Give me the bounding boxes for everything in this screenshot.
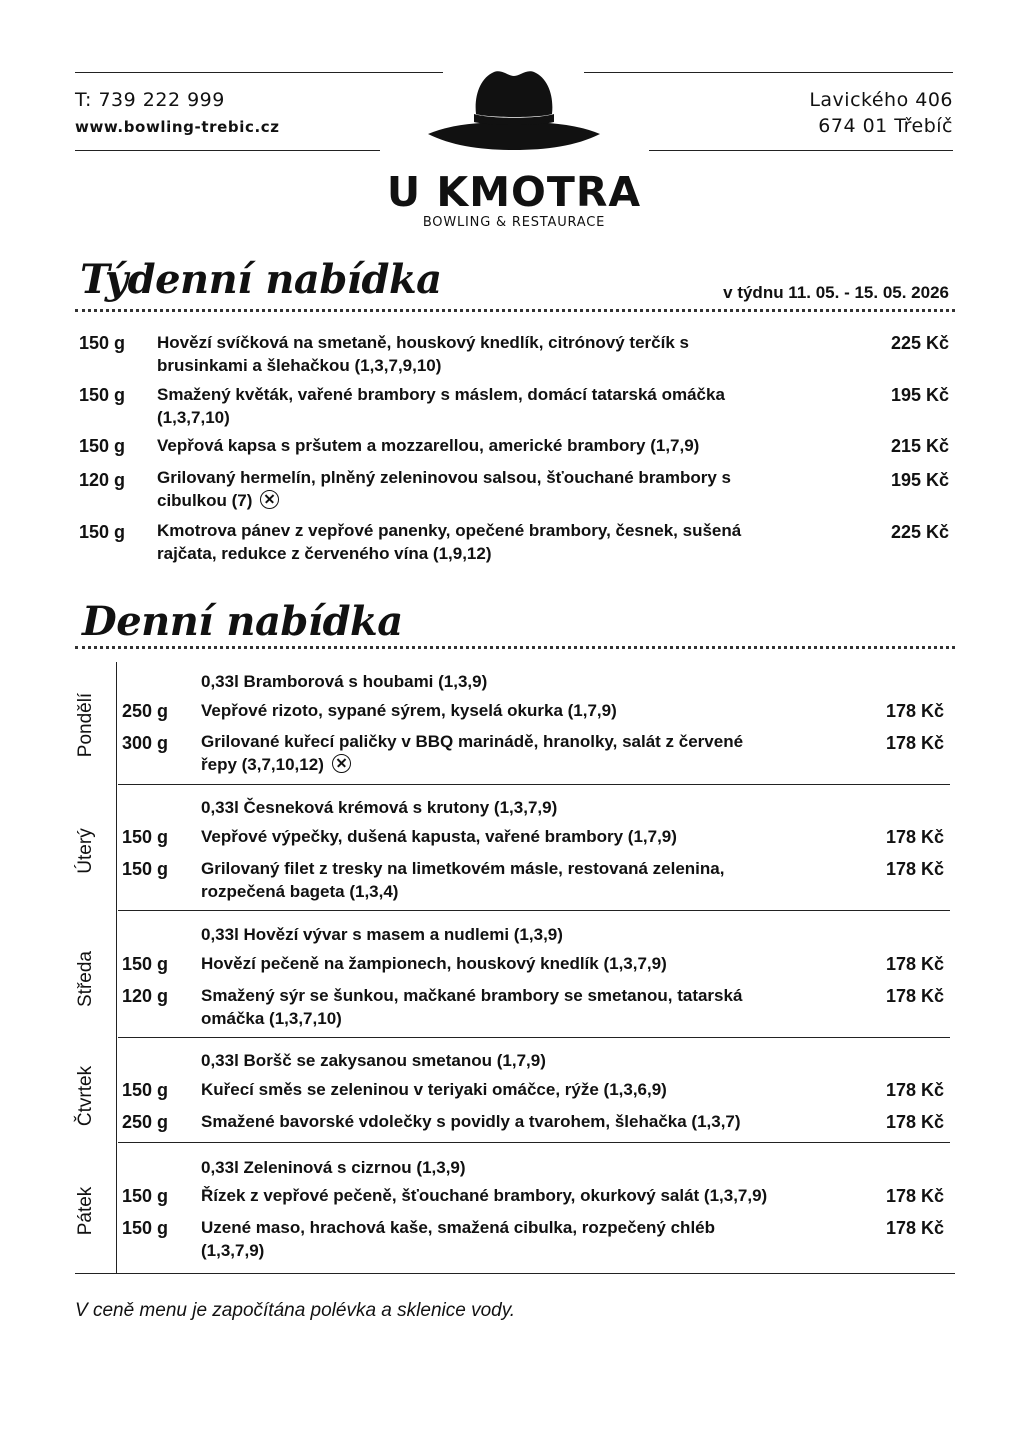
weekly-item-weight: 120 g [79,470,126,490]
weekly-item-price: 195 Kč [890,470,949,490]
daily-item-weight: 250 g [122,1112,169,1132]
daily-item-weight: 150 g [122,859,169,879]
daily-item-weight: 150 g [122,1218,169,1238]
daily-item-weight: 300 g [122,733,169,753]
brand-name: U KMOTRA [386,168,642,216]
daily-item-weight: 150 g [122,827,169,847]
header-rule-bottom-left [75,150,380,151]
daily-item-desc: Grilované kuřecí paličky v BBQ marinádě, hranolky, salát z červené řepy (3,7,10,12) [201,732,744,774]
daily-item-desc: Kuřecí směs se zeleninou v teriyaki omáčce, rýže (1,3,6,9) [201,1080,667,1099]
address-street: Lavického 406 [809,89,953,111]
hat-icon [428,70,600,152]
day-column-rule [116,662,117,1274]
weekly-item-price: 225 Kč [890,333,949,353]
daily-soup: 0,33l Zeleninová s cizrnou (1,3,9) [201,1158,466,1177]
daily-item-price: 178 Kč [885,1112,944,1132]
daily-bottom-rule [75,1273,955,1274]
gluten-free-icon [332,754,351,773]
daily-soup: 0,33l Česneková krémová s krutony (1,3,7,9) [201,798,558,817]
header-rule-top-right [584,72,953,73]
daily-item-desc: Smažený sýr se šunkou, mačkané brambory se smetanou, tatarská omáčka (1,3,7,10) [201,986,743,1028]
daily-item-weight: 150 g [122,954,169,974]
daily-divider [75,646,955,649]
phone-number: T: 739 222 999 [75,89,225,111]
weekly-item-desc: Hovězí svíčková na smetaně, houskový knedlík, citrónový terčík s brusinkami a šlehačkou (1,3,7,9,10) [157,333,689,375]
daily-item-price: 178 Kč [885,1080,944,1100]
daily-item-desc: Uzené maso, hrachová kaše, smažená cibulka, rozpečený chléb (1,3,7,9) [201,1218,716,1260]
daily-item-weight: 150 g [122,1186,169,1206]
day-separator [118,1037,950,1038]
day-separator [118,784,950,785]
daily-item-desc: Vepřové rizoto, sypané sýrem, kyselá okurka (1,7,9) [201,701,617,720]
weekly-range: v týdnu 11. 05. - 15. 05. 2026 [723,283,949,302]
weekly-item-desc: Kmotrova pánev z vepřové panenky, opečené brambory, česnek, sušená rajčata, redukce z červeného vína (1,9,12) [157,521,742,563]
daily-item-desc: Smažené bavorské vdolečky s povidly a tvarohem, šlehačka (1,3,7) [201,1112,741,1131]
daily-soup: 0,33l Hovězí vývar s masem a nudlemi (1,3,9) [201,925,563,944]
daily-item-weight: 150 g [122,1080,169,1100]
gluten-free-icon [260,490,279,509]
weekly-item-desc: Grilovaný hermelín, plněný zeleninovou salsou, šťouchané brambory s cibulkou (7) [157,468,732,510]
weekly-item-desc: Smažený květák, vařené brambory s máslem, domácí tatarská omáčka (1,3,7,10) [157,385,725,427]
weekly-item-weight: 150 g [79,333,126,353]
header-rule-top-left [75,72,443,73]
daily-item-price: 178 Kč [885,986,944,1006]
weekly-item-weight: 150 g [79,522,126,542]
daily-item-price: 178 Kč [885,954,944,974]
weekly-item-weight: 150 g [79,436,126,456]
daily-item-desc: Řízek z vepřové pečeně, šťouchané brambory, okurkový salát (1,3,7,9) [201,1186,768,1205]
day-separator [118,1142,950,1143]
daily-item-price: 178 Kč [885,1186,944,1206]
daily-item-price: 178 Kč [885,701,944,721]
address-city: 674 01 Třebíč [818,115,953,137]
weekly-divider [75,309,955,312]
daily-item-desc: Vepřové výpečky, dušená kapusta, vařené brambory (1,7,9) [201,827,677,846]
weekly-item-price: 215 Kč [890,436,949,456]
weekly-title: Týdenní nabídka [80,256,442,303]
weekly-item-weight: 150 g [79,385,126,405]
daily-item-price: 178 Kč [885,827,944,847]
footnote: V ceně menu je započítána polévka a sklenice vody. [75,1300,516,1321]
day-separator [118,910,950,911]
weekly-item-desc: Vepřová kapsa s pršutem a mozzarellou, americké brambory (1,7,9) [157,436,700,455]
daily-title: Denní nabídka [82,598,403,645]
weekly-item-price: 195 Kč [890,385,949,405]
daily-soup: 0,33l Bramborová s houbami (1,3,9) [201,672,488,691]
daily-soup: 0,33l Boršč se zakysanou smetanou (1,7,9) [201,1051,546,1070]
daily-item-weight: 250 g [122,701,169,721]
daily-item-price: 178 Kč [885,859,944,879]
header-rule-bottom-right [649,150,953,151]
brand-subtitle: BOWLING & RESTAURACE [422,215,606,230]
website-link[interactable]: www.bowling-trebic.cz [75,118,280,136]
daily-item-desc: Hovězí pečeně na žampionech, houskový knedlík (1,3,7,9) [201,954,667,973]
daily-item-price: 178 Kč [885,733,944,753]
weekly-item-price: 225 Kč [890,522,949,542]
daily-item-weight: 120 g [122,986,169,1006]
daily-item-desc: Grilovaný filet z tresky na limetkovém másle, restovaná zelenina, rozpečená bageta (1,3,4) [201,859,725,901]
daily-item-price: 178 Kč [885,1218,944,1238]
